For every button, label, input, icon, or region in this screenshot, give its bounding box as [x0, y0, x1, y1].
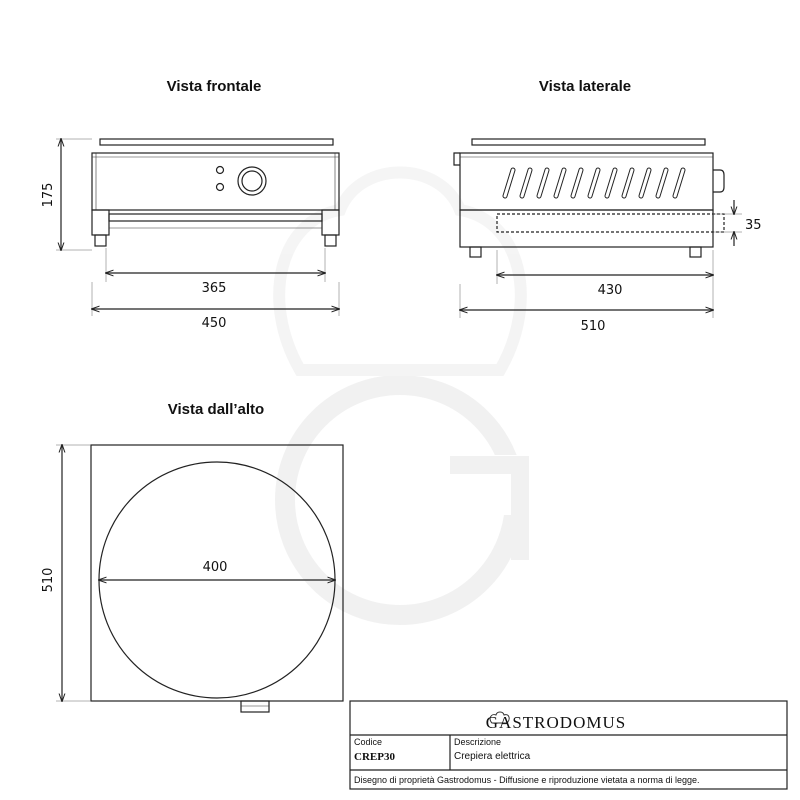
front-view [41, 78, 339, 331]
front-plate [100, 139, 333, 145]
crumb-drawer [497, 214, 724, 232]
bottom-knob-icon [241, 701, 269, 712]
side-inner-depth-dim: 430 [597, 283, 623, 298]
ventilation-slots [505, 170, 683, 196]
code-value: CREP30 [354, 751, 395, 763]
vent-slot-inner [522, 170, 530, 196]
watermark-logo-icon [279, 173, 525, 616]
description-label: Descrizione [454, 737, 502, 747]
top-plate-diameter-dim: 400 [202, 560, 228, 575]
vent-slot-inner [624, 170, 632, 196]
vent-slot-inner [505, 170, 513, 196]
front-height-dim: 175 [41, 182, 56, 208]
side-view-title: Vista laterale [538, 78, 632, 95]
front-view-title: Vista frontale [166, 78, 262, 95]
title-block [350, 701, 787, 789]
front-inner-width-dim: 365 [201, 281, 227, 296]
indicator-light-icon [217, 184, 224, 191]
foot [325, 235, 336, 246]
property-notice: Disegno di proprietà Gastrodomus - Diffusione e riproduzione vietata a norma di legge. [354, 775, 700, 785]
side-drawer-dim: 35 [745, 218, 762, 233]
front-total-width-dim: 450 [201, 316, 227, 331]
side-knob-icon [713, 170, 724, 192]
vent-slot-inner [607, 170, 615, 196]
side-total-depth-dim: 510 [580, 319, 606, 334]
top-depth-dim: 510 [41, 567, 56, 593]
vent-slot-inner [539, 170, 547, 196]
code-label: Codice [354, 737, 383, 747]
description-value: Crepiera elettrica [454, 751, 531, 762]
vent-slot-inner [658, 170, 666, 196]
vent-slot-inner [641, 170, 649, 196]
front-body [92, 153, 339, 210]
vent-slot-inner [573, 170, 581, 196]
side-body [460, 153, 713, 210]
top-view-title: Vista dall’alto [167, 401, 265, 418]
indicator-light-icon [217, 167, 224, 174]
foot [470, 247, 481, 257]
vent-slot-inner [590, 170, 598, 196]
side-view [454, 78, 762, 334]
foot [95, 235, 106, 246]
vent-slot-inner [556, 170, 564, 196]
brand-name: GASTRODOMUS [485, 713, 627, 732]
side-plate [472, 139, 705, 145]
foot [690, 247, 701, 257]
vent-slot-inner [675, 170, 683, 196]
front-rail [109, 214, 322, 221]
